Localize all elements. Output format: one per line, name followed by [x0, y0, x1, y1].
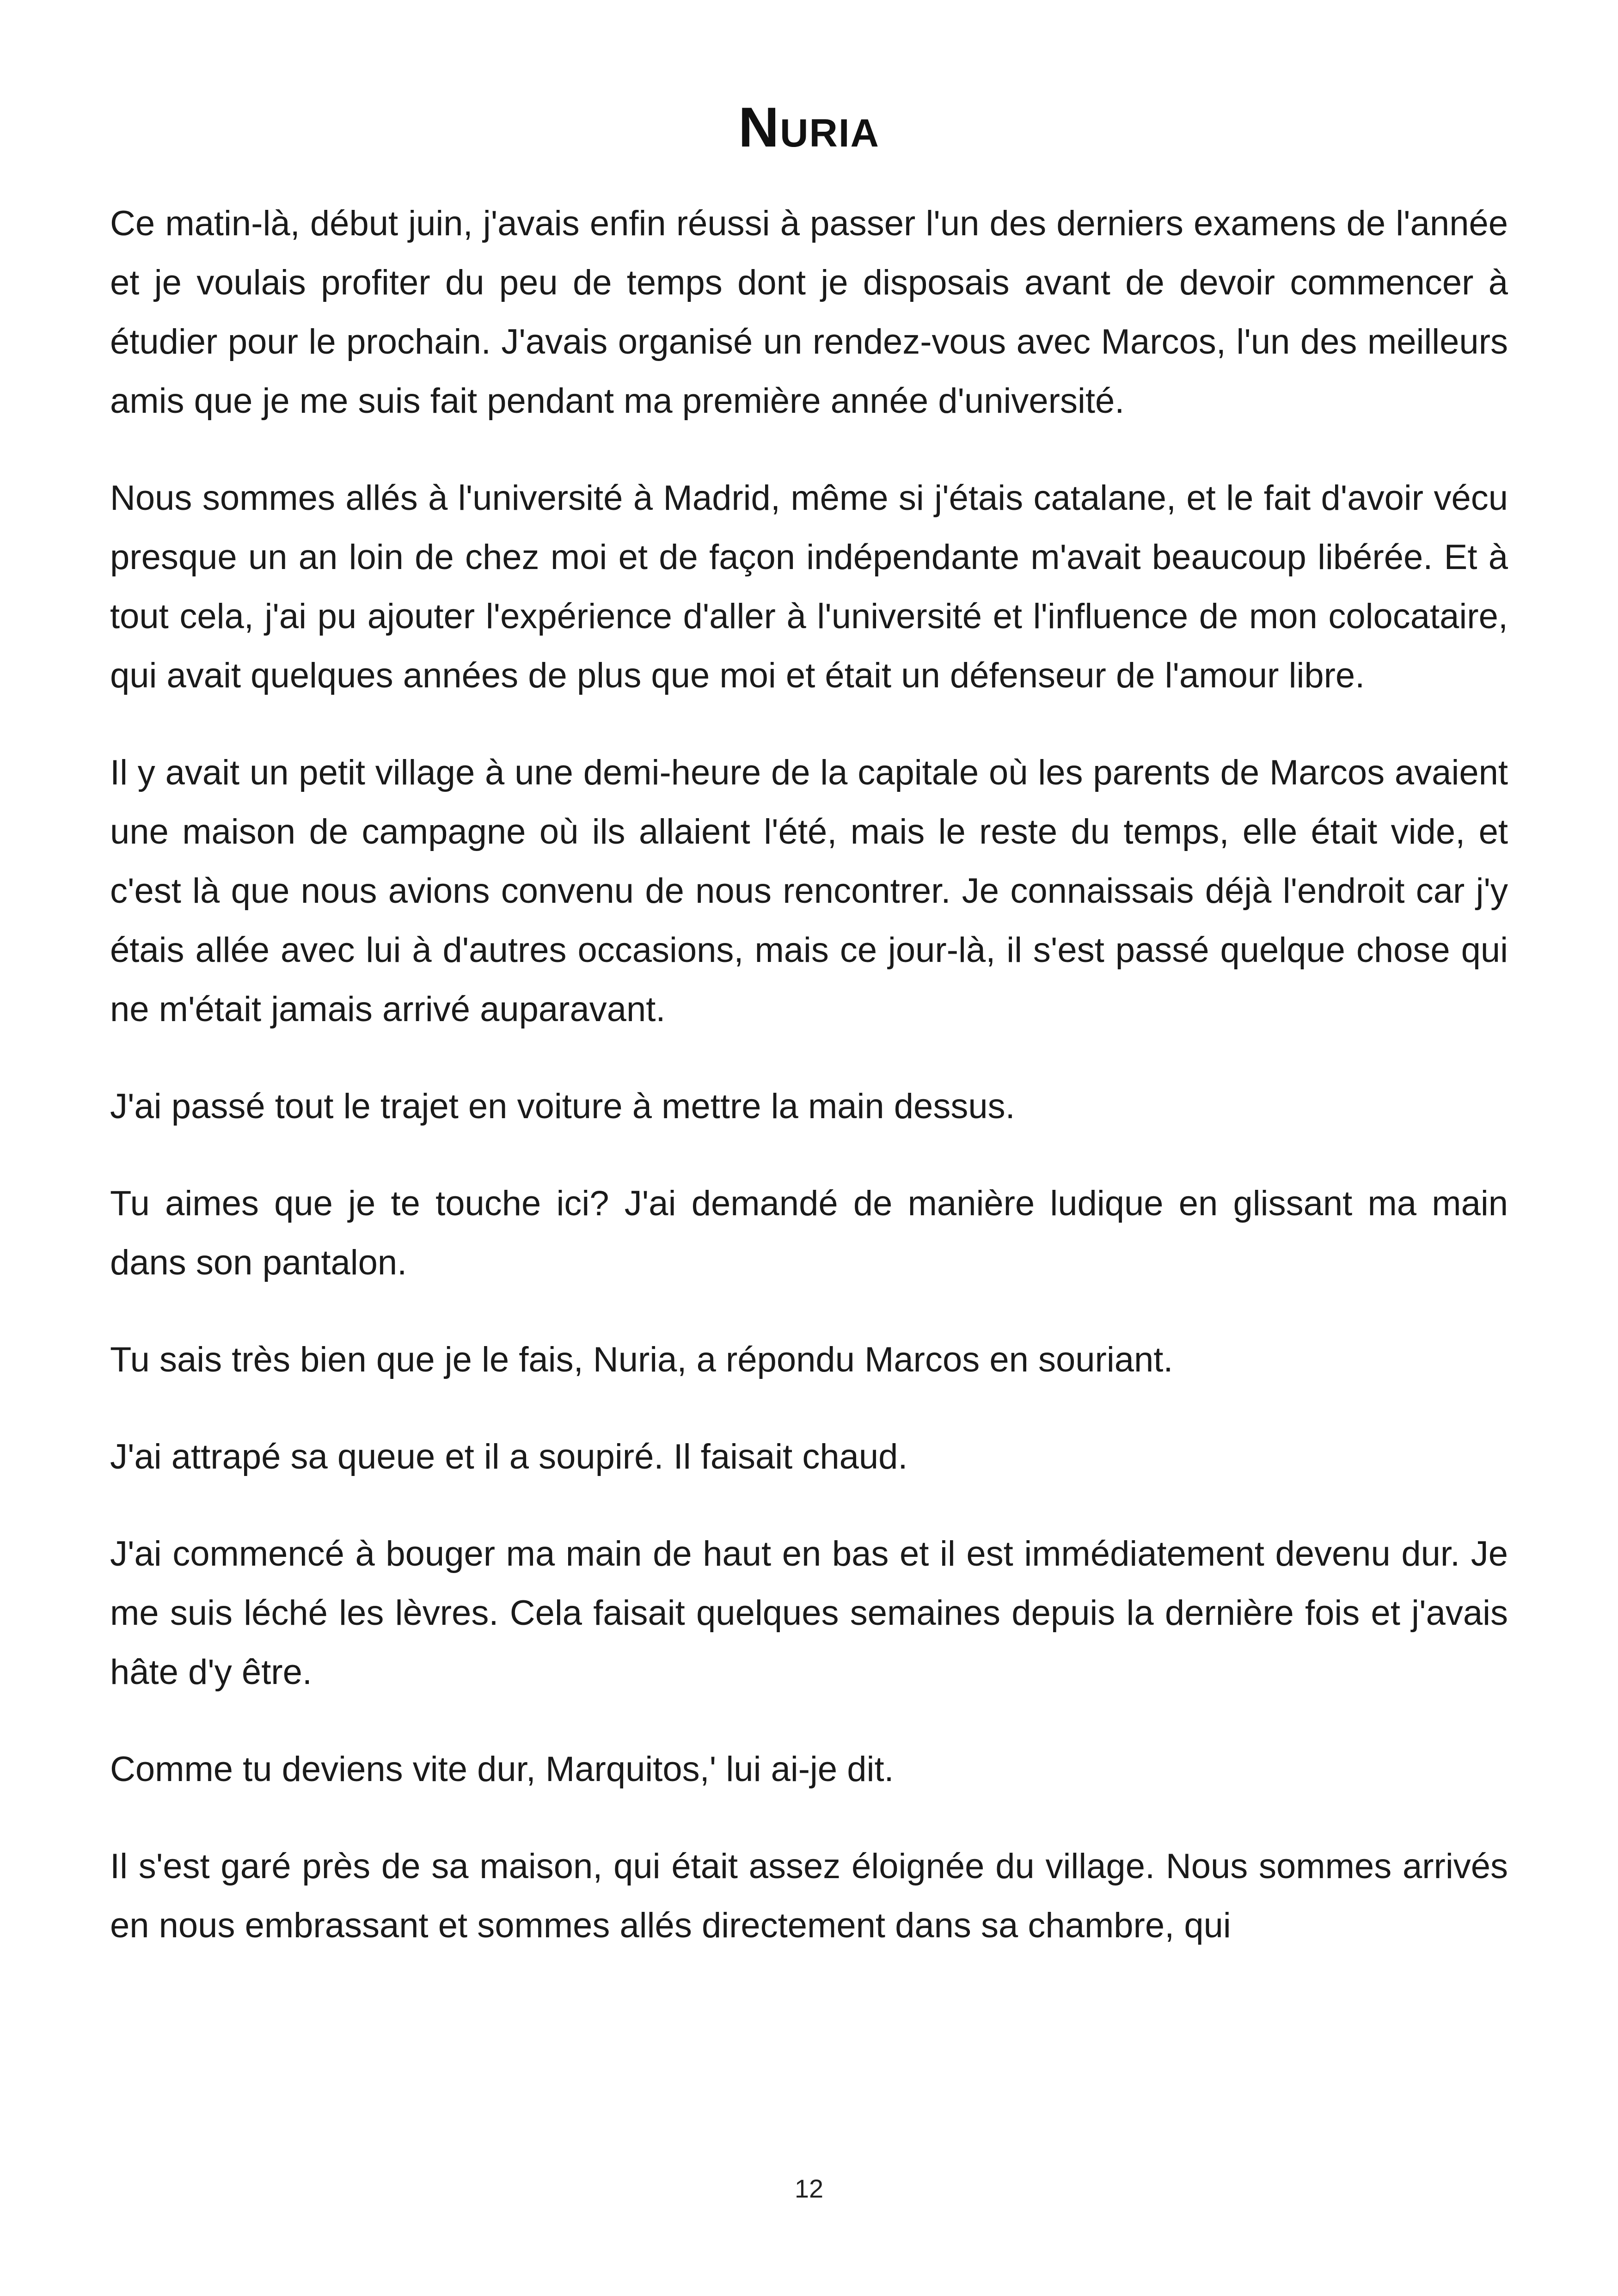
paragraph: Comme tu deviens vite dur, Marquitos,' lui ai-je dit. [110, 1750, 894, 1789]
paragraph: Tu aimes que je te touche ici? J'ai demandé de manière ludique en glissant ma main dans son pantalon. [110, 1184, 1508, 1282]
paragraph: Ce matin-là, début juin, j'avais enfin réussi à passer l'un des derniers examens de l'année et je voulais profiter du peu de temps dont je disposais avant de devoir commencer à étudier pour le prochain. J'avais organisé un rendez-vous avec Marcos, l'un des meilleurs amis que je me suis fait pendant ma première année d'université. [110, 204, 1508, 421]
paragraph: Nous sommes allés à l'université à Madrid, même si j'étais catalane, et le fait d'avoir vécu presque un an loin de chez moi et de façon indépendante m'avait beaucoup libérée. Et à tout cela, j'ai pu ajouter l'expérience d'aller à l'université et l'influence de mon colocataire, qui avait quelques années de plus que moi et était un défenseur de l'amour libre. [110, 478, 1508, 695]
paragraph: Tu sais très bien que je le fais, Nuria, a répondu Marcos en souriant. [110, 1340, 1173, 1379]
body-text [110, 194, 1508, 1993]
paragraph: J'ai passé tout le trajet en voiture à mettre la main dessus. [110, 1087, 1015, 1126]
paragraph: Il y avait un petit village à une demi-heure de la capitale où les parents de Marcos avaient une maison de campagne où ils allaient l'été, mais le reste du temps, elle était vide, et c'est là que nous avions convenu de nous rencontrer. Je connaissais déjà l'endroit car j'y étais allée avec lui à d'autres occasions, mais ce jour-là, il s'est passé quelque chose qui ne m'était jamais arrivé auparavant. [110, 753, 1508, 1029]
paragraph: J'ai commencé à bouger ma main de haut en bas et il est immédiatement devenu dur. Je me suis léché les lèvres. Cela faisait quelques semaines depuis la dernière fois et j'avais hâte d'y être. [110, 1534, 1508, 1692]
page-number: 12 [794, 2174, 824, 2203]
paragraph: Il s'est garé près de sa maison, qui était assez éloignée du village. Nous sommes arrivés en nous embrassant et sommes allés directement dans sa chambre, qui [110, 1847, 1508, 1945]
chapter-title: Nuria [738, 96, 880, 159]
paragraph: J'ai attrapé sa queue et il a soupiré. Il faisait chaud. [110, 1437, 908, 1476]
